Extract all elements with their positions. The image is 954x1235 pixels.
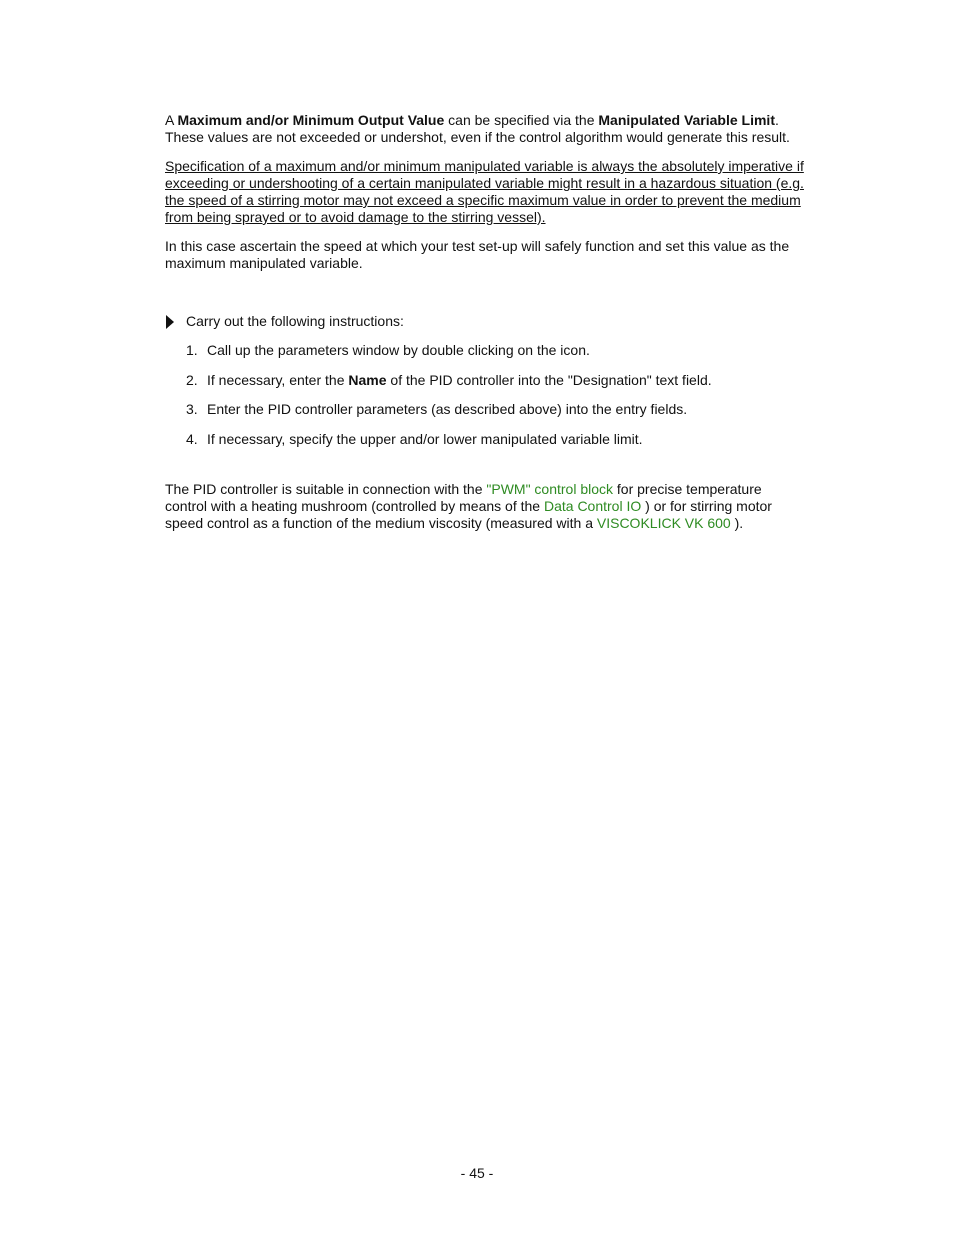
bold-term-manipulated-variable-limit: Manipulated Variable Limit xyxy=(598,112,775,128)
text-span: ) or for stirring motor speed control as a function of the medium viscosity (measured with a xyxy=(165,497,772,531)
list-item xyxy=(165,342,805,359)
text-span: can be specified via the xyxy=(444,112,599,128)
step-number: 1. xyxy=(186,342,198,358)
instructions-intro-label: Carry out the following instructions: xyxy=(186,313,404,329)
step-text: Enter the PID controller parameters (as described above) into the entry fields. xyxy=(207,401,688,417)
list-item xyxy=(165,372,805,389)
text-span: A xyxy=(165,112,178,128)
text-span: for precise temperature control with a heating mushroom (controlled by means of the xyxy=(165,480,762,514)
step-text: of the PID controller into the "Designation" text field. xyxy=(386,371,712,388)
list-item xyxy=(165,401,805,418)
triangle-right-icon xyxy=(166,315,174,329)
warning-paragraph: Specification of a maximum and/or minimum manipulated variable is always the absolutely imperative if exceeding or undershooting of a certain manipulated variable might result in a hazardous situation (e.g. the speed of a stirring motor may not exceed a specific maximum value in order to prevent the medium from being sprayed or to avoid damage to the stirring vessel). xyxy=(165,158,804,225)
viscoklick-link[interactable]: VISCOKLICK VK 600 xyxy=(596,514,731,531)
text-span: The PID controller is suitable in connection with the xyxy=(165,480,487,497)
pwm-control-block-link[interactable]: "PWM" control block xyxy=(486,480,614,497)
page-number: - 45 - xyxy=(460,1165,494,1181)
list-item xyxy=(165,431,805,448)
speed-paragraph: In this case ascertain the speed at which your test set-up will safely function and set this value as the maximum manipulated variable. xyxy=(165,238,790,271)
bold-term-output-value: Maximum and/or Minimum Output Value xyxy=(177,112,445,128)
instructions-intro xyxy=(165,313,805,330)
limit-paragraph xyxy=(165,112,805,146)
usage-paragraph xyxy=(165,481,805,532)
text-span: . These values are not exceeded or undershot, even if the control algorithm would generate this result. xyxy=(165,112,790,145)
steps-list xyxy=(165,342,805,448)
document-body xyxy=(165,112,805,532)
step-text: If necessary, enter the xyxy=(207,371,349,388)
step-number: 4. xyxy=(186,430,198,447)
bold-term-name: Name xyxy=(348,371,387,388)
text-span: ). xyxy=(730,514,744,531)
step-text: Call up the parameters window by double clicking on the icon. xyxy=(207,342,590,358)
step-text: If necessary, specify the upper and/or lower manipulated variable limit. xyxy=(207,430,643,447)
step-number: 2. xyxy=(186,371,198,388)
data-control-io-link[interactable]: Data Control IO xyxy=(543,497,642,514)
step-number: 3. xyxy=(186,401,198,417)
